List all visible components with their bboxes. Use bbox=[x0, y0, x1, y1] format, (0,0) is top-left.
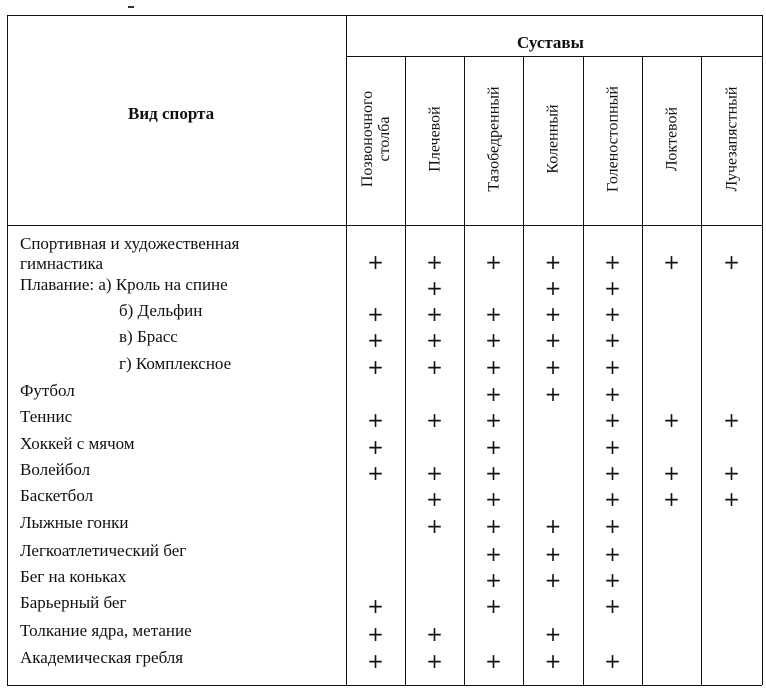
joint-involved-mark: + bbox=[485, 487, 502, 511]
joints-group-header: Суставы bbox=[517, 33, 584, 52]
joint-involved-mark: + bbox=[367, 435, 384, 459]
joint-involved-mark: + bbox=[663, 461, 680, 485]
joint-involved-mark: + bbox=[485, 435, 502, 459]
joint-involved-mark: + bbox=[485, 568, 502, 592]
joint-involved-mark: + bbox=[367, 250, 384, 274]
joint-involved-mark: + bbox=[485, 355, 502, 379]
sport-row-label: Академическая гребля bbox=[20, 648, 184, 667]
table-bottom-border bbox=[7, 685, 762, 686]
sport-row-label: Хоккей с мячом bbox=[20, 434, 135, 453]
joint-involved-mark: + bbox=[604, 382, 621, 406]
joint-involved-mark: + bbox=[426, 514, 443, 538]
joint-column-header bbox=[545, 104, 562, 173]
joint-involved-mark: + bbox=[604, 302, 621, 326]
joint-column-header-line: Плечевой bbox=[426, 105, 443, 172]
joint-involved-mark: + bbox=[426, 461, 443, 485]
joint-involved-mark: + bbox=[367, 302, 384, 326]
table-top-border bbox=[7, 15, 762, 16]
joint-column-header bbox=[359, 90, 393, 186]
sport-row-label: г) Комплексное bbox=[119, 354, 232, 373]
joint-involved-mark: + bbox=[604, 542, 621, 566]
sport-row-label: б) Дельфин bbox=[119, 301, 203, 320]
joints-header-divider bbox=[346, 56, 762, 57]
joint-involved-mark: + bbox=[723, 461, 740, 485]
joint-column-header-line: Локтевой bbox=[663, 106, 680, 171]
joint-column-header-line: Тазобедренный bbox=[485, 85, 502, 192]
joint-involved-mark: + bbox=[367, 355, 384, 379]
joint-involved-mark: + bbox=[367, 622, 384, 646]
joint-involved-mark: + bbox=[485, 250, 502, 274]
joint-involved-mark: + bbox=[426, 487, 443, 511]
joint-column-header-line: Голеностопный bbox=[604, 85, 621, 192]
joint-involved-mark: + bbox=[485, 382, 502, 406]
sport-row-label: гимнастика bbox=[20, 254, 104, 273]
column-divider bbox=[464, 56, 465, 685]
joint-involved-mark: + bbox=[426, 328, 443, 352]
column-divider bbox=[701, 56, 702, 685]
column-divider bbox=[405, 56, 406, 685]
column-divider bbox=[346, 15, 347, 685]
header-body-divider bbox=[7, 225, 762, 226]
joint-involved-mark: + bbox=[663, 250, 680, 274]
table-left-border bbox=[7, 15, 8, 685]
joint-involved-mark: + bbox=[544, 568, 562, 592]
joint-involved-mark: + bbox=[723, 487, 740, 511]
joint-involved-mark: + bbox=[367, 594, 384, 618]
stray-mark bbox=[128, 6, 134, 8]
column-divider bbox=[642, 56, 643, 685]
joint-column-header bbox=[723, 86, 740, 191]
sport-row-label: в) Брасс bbox=[119, 327, 178, 346]
joint-involved-mark: + bbox=[604, 568, 621, 592]
sport-row-label: Барьерный бег bbox=[20, 593, 127, 612]
joint-involved-mark: + bbox=[604, 435, 621, 459]
joint-involved-mark: + bbox=[544, 649, 562, 673]
joint-column-header bbox=[663, 106, 680, 170]
joint-involved-mark: + bbox=[604, 594, 621, 618]
joint-column-header bbox=[604, 86, 621, 192]
sport-row-label: Волейбол bbox=[20, 460, 91, 479]
joint-involved-mark: + bbox=[544, 355, 562, 379]
sport-row-label: Теннис bbox=[20, 407, 73, 426]
joint-involved-mark: + bbox=[604, 514, 621, 538]
joint-involved-mark: + bbox=[604, 487, 621, 511]
joint-involved-mark: + bbox=[604, 461, 621, 485]
joint-involved-mark: + bbox=[723, 250, 740, 274]
sport-row-label: Футбол bbox=[20, 381, 75, 400]
sport-row-label: Бег на коньках bbox=[20, 567, 127, 586]
joint-involved-mark: + bbox=[426, 302, 443, 326]
joint-column-header-line: Лучезапястный bbox=[723, 86, 740, 191]
joint-column-header bbox=[426, 106, 443, 171]
joint-involved-mark: + bbox=[604, 276, 621, 300]
column-divider bbox=[583, 56, 584, 685]
joint-involved-mark: + bbox=[485, 649, 502, 673]
sport-column-header: Вид спорта bbox=[128, 104, 215, 123]
joint-involved-mark: + bbox=[485, 302, 502, 326]
joint-involved-mark: + bbox=[485, 594, 502, 618]
joint-involved-mark: + bbox=[604, 355, 621, 379]
joint-involved-mark: + bbox=[663, 408, 680, 432]
sport-row-label: Спортивная и художественная bbox=[20, 234, 240, 253]
joint-involved-mark: + bbox=[367, 461, 384, 485]
joint-involved-mark: + bbox=[426, 622, 443, 646]
joint-involved-mark: + bbox=[544, 542, 562, 566]
joint-involved-mark: + bbox=[604, 328, 621, 352]
joint-involved-mark: + bbox=[426, 250, 443, 274]
joint-involved-mark: + bbox=[485, 514, 502, 538]
joint-column-header bbox=[485, 86, 502, 191]
joint-involved-mark: + bbox=[485, 328, 502, 352]
joint-involved-mark: + bbox=[367, 649, 384, 673]
joint-column-header-line: столба bbox=[375, 116, 393, 161]
joint-involved-mark: + bbox=[544, 250, 562, 274]
sport-row-label: Баскетбол bbox=[20, 486, 94, 505]
joint-involved-mark: + bbox=[426, 276, 443, 300]
joint-involved-mark: + bbox=[426, 408, 443, 432]
joint-involved-mark: + bbox=[544, 302, 562, 326]
joint-involved-mark: + bbox=[544, 382, 562, 406]
joint-column-header-line: Коленный bbox=[544, 103, 562, 174]
joint-involved-mark: + bbox=[544, 514, 562, 538]
joint-involved-mark: + bbox=[544, 622, 562, 646]
joint-involved-mark: + bbox=[604, 250, 621, 274]
joint-involved-mark: + bbox=[426, 355, 443, 379]
table-right-border bbox=[762, 15, 763, 685]
sport-row-label: Толкание ядра, метание bbox=[20, 621, 192, 640]
joint-involved-mark: + bbox=[485, 408, 502, 432]
joint-involved-mark: + bbox=[367, 328, 384, 352]
joint-involved-mark: + bbox=[426, 649, 443, 673]
joint-involved-mark: + bbox=[544, 276, 562, 300]
joint-involved-mark: + bbox=[485, 542, 502, 566]
joint-involved-mark: + bbox=[604, 408, 621, 432]
joint-involved-mark: + bbox=[723, 408, 740, 432]
sport-row-label: Лыжные гонки bbox=[20, 513, 129, 532]
joint-involved-mark: + bbox=[367, 408, 384, 432]
sport-row-label: Плавание: а) Кроль на спине bbox=[20, 275, 228, 294]
column-divider bbox=[523, 56, 524, 685]
sport-row-label: Легкоатлетический бег bbox=[20, 541, 187, 560]
joint-involved-mark: + bbox=[663, 487, 680, 511]
joint-involved-mark: + bbox=[485, 461, 502, 485]
joint-column-header-line: Позвоночного bbox=[358, 90, 376, 187]
joint-involved-mark: + bbox=[604, 649, 621, 673]
joint-involved-mark: + bbox=[544, 328, 562, 352]
